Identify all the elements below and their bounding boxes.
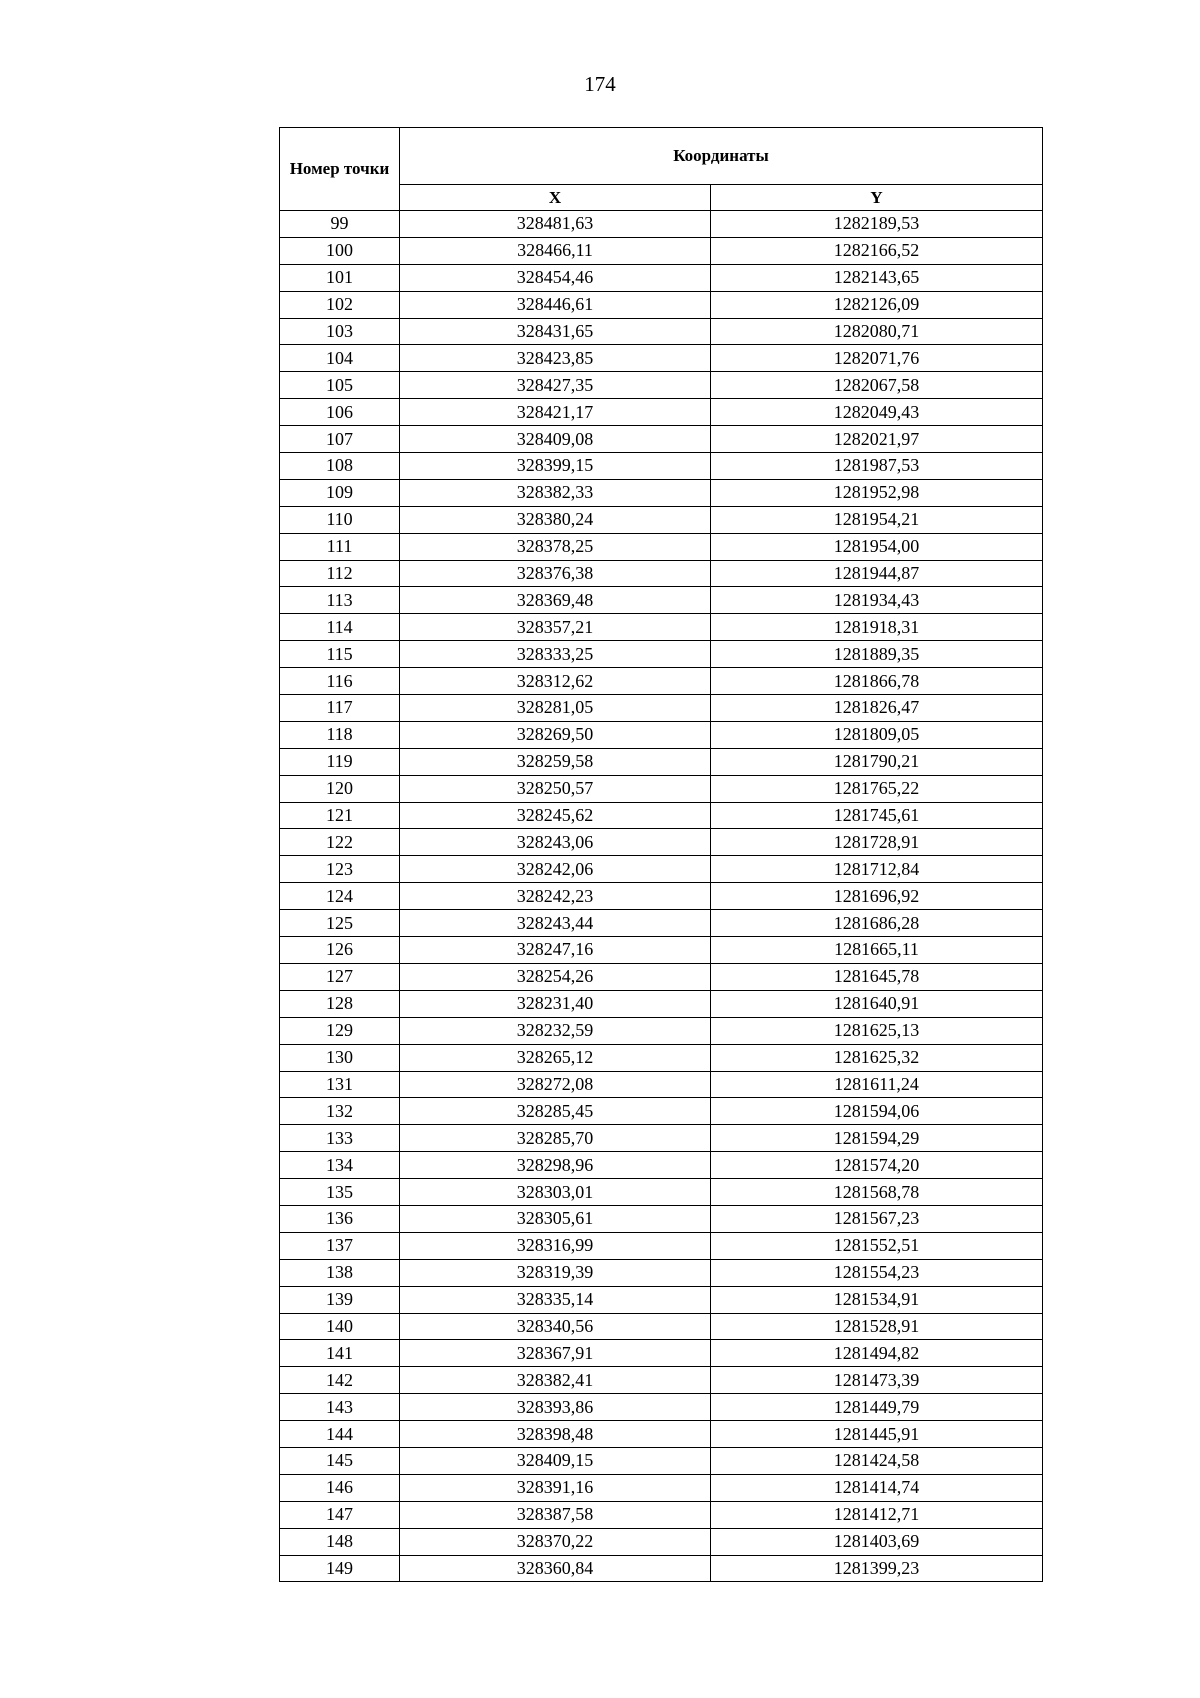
- cell-y: 1281611,24: [711, 1071, 1043, 1098]
- table-row: [280, 291, 1043, 318]
- cell-point-number: 136: [280, 1205, 400, 1232]
- cell-point-number: 100: [280, 237, 400, 264]
- table-row: [280, 1205, 1043, 1232]
- cell-x: 328454,46: [400, 264, 711, 291]
- cell-point-number: 143: [280, 1394, 400, 1421]
- cell-y: 1281696,92: [711, 883, 1043, 910]
- table-row: [280, 695, 1043, 722]
- table-row: [280, 856, 1043, 883]
- cell-x: 328243,44: [400, 910, 711, 937]
- cell-y: 1281567,23: [711, 1205, 1043, 1232]
- cell-x: 328370,22: [400, 1528, 711, 1555]
- cell-point-number: 138: [280, 1259, 400, 1286]
- cell-x: 328382,41: [400, 1367, 711, 1394]
- cell-x: 328312,62: [400, 668, 711, 695]
- table-row: [280, 1017, 1043, 1044]
- cell-x: 328427,35: [400, 372, 711, 399]
- cell-y: 1281424,58: [711, 1447, 1043, 1474]
- cell-x: 328231,40: [400, 990, 711, 1017]
- table-row: [280, 372, 1043, 399]
- cell-point-number: 120: [280, 775, 400, 802]
- table-row: [280, 1313, 1043, 1340]
- cell-x: 328254,26: [400, 963, 711, 990]
- cell-x: 328369,48: [400, 587, 711, 614]
- cell-x: 328393,86: [400, 1394, 711, 1421]
- cell-y: 1281918,31: [711, 614, 1043, 641]
- cell-y: 1281645,78: [711, 963, 1043, 990]
- cell-point-number: 121: [280, 802, 400, 829]
- cell-y: 1282049,43: [711, 399, 1043, 426]
- cell-x: 328269,50: [400, 721, 711, 748]
- cell-y: 1281552,51: [711, 1232, 1043, 1259]
- table-row: [280, 802, 1043, 829]
- table-row: [280, 1501, 1043, 1528]
- cell-x: 328360,84: [400, 1555, 711, 1582]
- cell-y: 1281640,91: [711, 990, 1043, 1017]
- cell-point-number: 104: [280, 345, 400, 372]
- cell-x: 328333,25: [400, 641, 711, 668]
- cell-y: 1282189,53: [711, 211, 1043, 238]
- table-row: [280, 775, 1043, 802]
- table-row: [280, 1528, 1043, 1555]
- cell-point-number: 99: [280, 211, 400, 238]
- cell-y: 1282143,65: [711, 264, 1043, 291]
- cell-y: 1281554,23: [711, 1259, 1043, 1286]
- table-row: [280, 910, 1043, 937]
- cell-y: 1281594,06: [711, 1098, 1043, 1125]
- cell-point-number: 131: [280, 1071, 400, 1098]
- cell-point-number: 124: [280, 883, 400, 910]
- cell-point-number: 112: [280, 560, 400, 587]
- cell-point-number: 116: [280, 668, 400, 695]
- table-row: [280, 264, 1043, 291]
- cell-y: 1281987,53: [711, 453, 1043, 480]
- cell-x: 328423,85: [400, 345, 711, 372]
- cell-x: 328272,08: [400, 1071, 711, 1098]
- table-row: [280, 1125, 1043, 1152]
- cell-y: 1281889,35: [711, 641, 1043, 668]
- cell-x: 328242,23: [400, 883, 711, 910]
- table-row: [280, 1152, 1043, 1179]
- table-row: [280, 937, 1043, 964]
- cell-x: 328319,39: [400, 1259, 711, 1286]
- cell-point-number: 144: [280, 1421, 400, 1448]
- table-row: [280, 668, 1043, 695]
- table-row: [280, 721, 1043, 748]
- table-row: [280, 1555, 1043, 1582]
- header-point-number: Номер точки: [280, 128, 400, 211]
- cell-x: 328305,61: [400, 1205, 711, 1232]
- table-row: [280, 560, 1043, 587]
- cell-y: 1281809,05: [711, 721, 1043, 748]
- cell-x: 328250,57: [400, 775, 711, 802]
- cell-point-number: 114: [280, 614, 400, 641]
- cell-y: 1281944,87: [711, 560, 1043, 587]
- cell-point-number: 142: [280, 1367, 400, 1394]
- table-row: [280, 963, 1043, 990]
- cell-point-number: 109: [280, 479, 400, 506]
- cell-point-number: 117: [280, 695, 400, 722]
- table-row: [280, 641, 1043, 668]
- cell-x: 328391,16: [400, 1474, 711, 1501]
- cell-point-number: 139: [280, 1286, 400, 1313]
- cell-point-number: 126: [280, 937, 400, 964]
- table-row: [280, 1098, 1043, 1125]
- table-row: [280, 1259, 1043, 1286]
- table-row: [280, 533, 1043, 560]
- table-row: [280, 1394, 1043, 1421]
- cell-point-number: 122: [280, 829, 400, 856]
- cell-x: 328382,33: [400, 479, 711, 506]
- cell-point-number: 125: [280, 910, 400, 937]
- cell-point-number: 103: [280, 318, 400, 345]
- table-row: [280, 614, 1043, 641]
- table-row: [280, 829, 1043, 856]
- cell-y: 1281528,91: [711, 1313, 1043, 1340]
- cell-point-number: 118: [280, 721, 400, 748]
- table-row: [280, 318, 1043, 345]
- cell-x: 328357,21: [400, 614, 711, 641]
- cell-y: 1281934,43: [711, 587, 1043, 614]
- cell-x: 328446,61: [400, 291, 711, 318]
- cell-x: 328466,11: [400, 237, 711, 264]
- cell-y: 1281534,91: [711, 1286, 1043, 1313]
- cell-x: 328285,45: [400, 1098, 711, 1125]
- cell-point-number: 127: [280, 963, 400, 990]
- cell-x: 328243,06: [400, 829, 711, 856]
- cell-y: 1281790,21: [711, 748, 1043, 775]
- page-number: 174: [584, 72, 616, 96]
- cell-point-number: 108: [280, 453, 400, 480]
- cell-x: 328259,58: [400, 748, 711, 775]
- cell-point-number: 101: [280, 264, 400, 291]
- cell-x: 328398,48: [400, 1421, 711, 1448]
- cell-y: 1281625,13: [711, 1017, 1043, 1044]
- cell-y: 1281765,22: [711, 775, 1043, 802]
- cell-y: 1281686,28: [711, 910, 1043, 937]
- table-row: [280, 1071, 1043, 1098]
- cell-x: 328298,96: [400, 1152, 711, 1179]
- cell-point-number: 133: [280, 1125, 400, 1152]
- cell-x: 328335,14: [400, 1286, 711, 1313]
- table-row: [280, 479, 1043, 506]
- cell-point-number: 130: [280, 1044, 400, 1071]
- cell-y: 1281403,69: [711, 1528, 1043, 1555]
- cell-x: 328421,17: [400, 399, 711, 426]
- table-row: [280, 748, 1043, 775]
- cell-point-number: 134: [280, 1152, 400, 1179]
- table-row: [280, 237, 1043, 264]
- header-x: X: [400, 185, 711, 211]
- header-y: Y: [711, 185, 1043, 211]
- table-row: [280, 1367, 1043, 1394]
- cell-point-number: 135: [280, 1179, 400, 1206]
- table-row: [280, 1447, 1043, 1474]
- cell-x: 328285,70: [400, 1125, 711, 1152]
- table-header: [280, 128, 1043, 211]
- cell-point-number: 148: [280, 1528, 400, 1555]
- cell-y: 1281449,79: [711, 1394, 1043, 1421]
- cell-x: 328380,24: [400, 506, 711, 533]
- cell-y: 1281445,91: [711, 1421, 1043, 1448]
- header-row-top: [280, 128, 1043, 185]
- cell-x: 328376,38: [400, 560, 711, 587]
- cell-point-number: 129: [280, 1017, 400, 1044]
- cell-point-number: 147: [280, 1501, 400, 1528]
- cell-point-number: 113: [280, 587, 400, 614]
- cell-x: 328340,56: [400, 1313, 711, 1340]
- cell-y: 1281866,78: [711, 668, 1043, 695]
- cell-y: 1282067,58: [711, 372, 1043, 399]
- cell-x: 328281,05: [400, 695, 711, 722]
- table-row: [280, 345, 1043, 372]
- cell-y: 1281412,71: [711, 1501, 1043, 1528]
- cell-x: 328232,59: [400, 1017, 711, 1044]
- cell-point-number: 115: [280, 641, 400, 668]
- cell-point-number: 119: [280, 748, 400, 775]
- cell-x: 328399,15: [400, 453, 711, 480]
- cell-y: 1281954,21: [711, 506, 1043, 533]
- table-row: [280, 453, 1043, 480]
- cell-x: 328409,08: [400, 426, 711, 453]
- cell-y: 1281574,20: [711, 1152, 1043, 1179]
- cell-y: 1281954,00: [711, 533, 1043, 560]
- cell-point-number: 110: [280, 506, 400, 533]
- cell-point-number: 102: [280, 291, 400, 318]
- cell-x: 328481,63: [400, 211, 711, 238]
- table-row: [280, 587, 1043, 614]
- cell-y: 1282071,76: [711, 345, 1043, 372]
- cell-x: 328245,62: [400, 802, 711, 829]
- cell-x: 328378,25: [400, 533, 711, 560]
- cell-y: 1281952,98: [711, 479, 1043, 506]
- cell-y: 1282166,52: [711, 237, 1043, 264]
- table-row: [280, 1286, 1043, 1313]
- cell-point-number: 105: [280, 372, 400, 399]
- cell-x: 328265,12: [400, 1044, 711, 1071]
- cell-x: 328387,58: [400, 1501, 711, 1528]
- cell-point-number: 128: [280, 990, 400, 1017]
- cell-y: 1281594,29: [711, 1125, 1043, 1152]
- cell-x: 328242,06: [400, 856, 711, 883]
- cell-x: 328316,99: [400, 1232, 711, 1259]
- cell-x: 328431,65: [400, 318, 711, 345]
- table-row: [280, 1421, 1043, 1448]
- table-row: [280, 883, 1043, 910]
- cell-y: 1281568,78: [711, 1179, 1043, 1206]
- cell-y: 1281494,82: [711, 1340, 1043, 1367]
- cell-y: 1281625,32: [711, 1044, 1043, 1071]
- cell-point-number: 137: [280, 1232, 400, 1259]
- cell-point-number: 132: [280, 1098, 400, 1125]
- table-row: [280, 426, 1043, 453]
- table-row: [280, 506, 1043, 533]
- coordinates-table: [279, 127, 1043, 1582]
- cell-y: 1281473,39: [711, 1367, 1043, 1394]
- table-row: [280, 399, 1043, 426]
- cell-y: 1281414,74: [711, 1474, 1043, 1501]
- table-row: [280, 211, 1043, 238]
- cell-y: 1281745,61: [711, 802, 1043, 829]
- table-row: [280, 1340, 1043, 1367]
- cell-x: 328247,16: [400, 937, 711, 964]
- cell-y: 1281712,84: [711, 856, 1043, 883]
- cell-point-number: 140: [280, 1313, 400, 1340]
- cell-point-number: 149: [280, 1555, 400, 1582]
- cell-y: 1281399,23: [711, 1555, 1043, 1582]
- cell-point-number: 111: [280, 533, 400, 560]
- cell-y: 1282126,09: [711, 291, 1043, 318]
- table-row: [280, 1474, 1043, 1501]
- cell-point-number: 146: [280, 1474, 400, 1501]
- cell-point-number: 107: [280, 426, 400, 453]
- cell-y: 1281728,91: [711, 829, 1043, 856]
- cell-y: 1282080,71: [711, 318, 1043, 345]
- cell-x: 328367,91: [400, 1340, 711, 1367]
- cell-point-number: 123: [280, 856, 400, 883]
- table-row: [280, 1179, 1043, 1206]
- table-row: [280, 1044, 1043, 1071]
- header-coordinates: Координаты: [400, 128, 1043, 185]
- cell-point-number: 145: [280, 1447, 400, 1474]
- cell-point-number: 141: [280, 1340, 400, 1367]
- cell-y: 1281826,47: [711, 695, 1043, 722]
- table-body: [280, 211, 1043, 1582]
- table-row: [280, 990, 1043, 1017]
- cell-point-number: 106: [280, 399, 400, 426]
- cell-x: 328409,15: [400, 1447, 711, 1474]
- cell-y: 1282021,97: [711, 426, 1043, 453]
- cell-x: 328303,01: [400, 1179, 711, 1206]
- table-row: [280, 1232, 1043, 1259]
- cell-y: 1281665,11: [711, 937, 1043, 964]
